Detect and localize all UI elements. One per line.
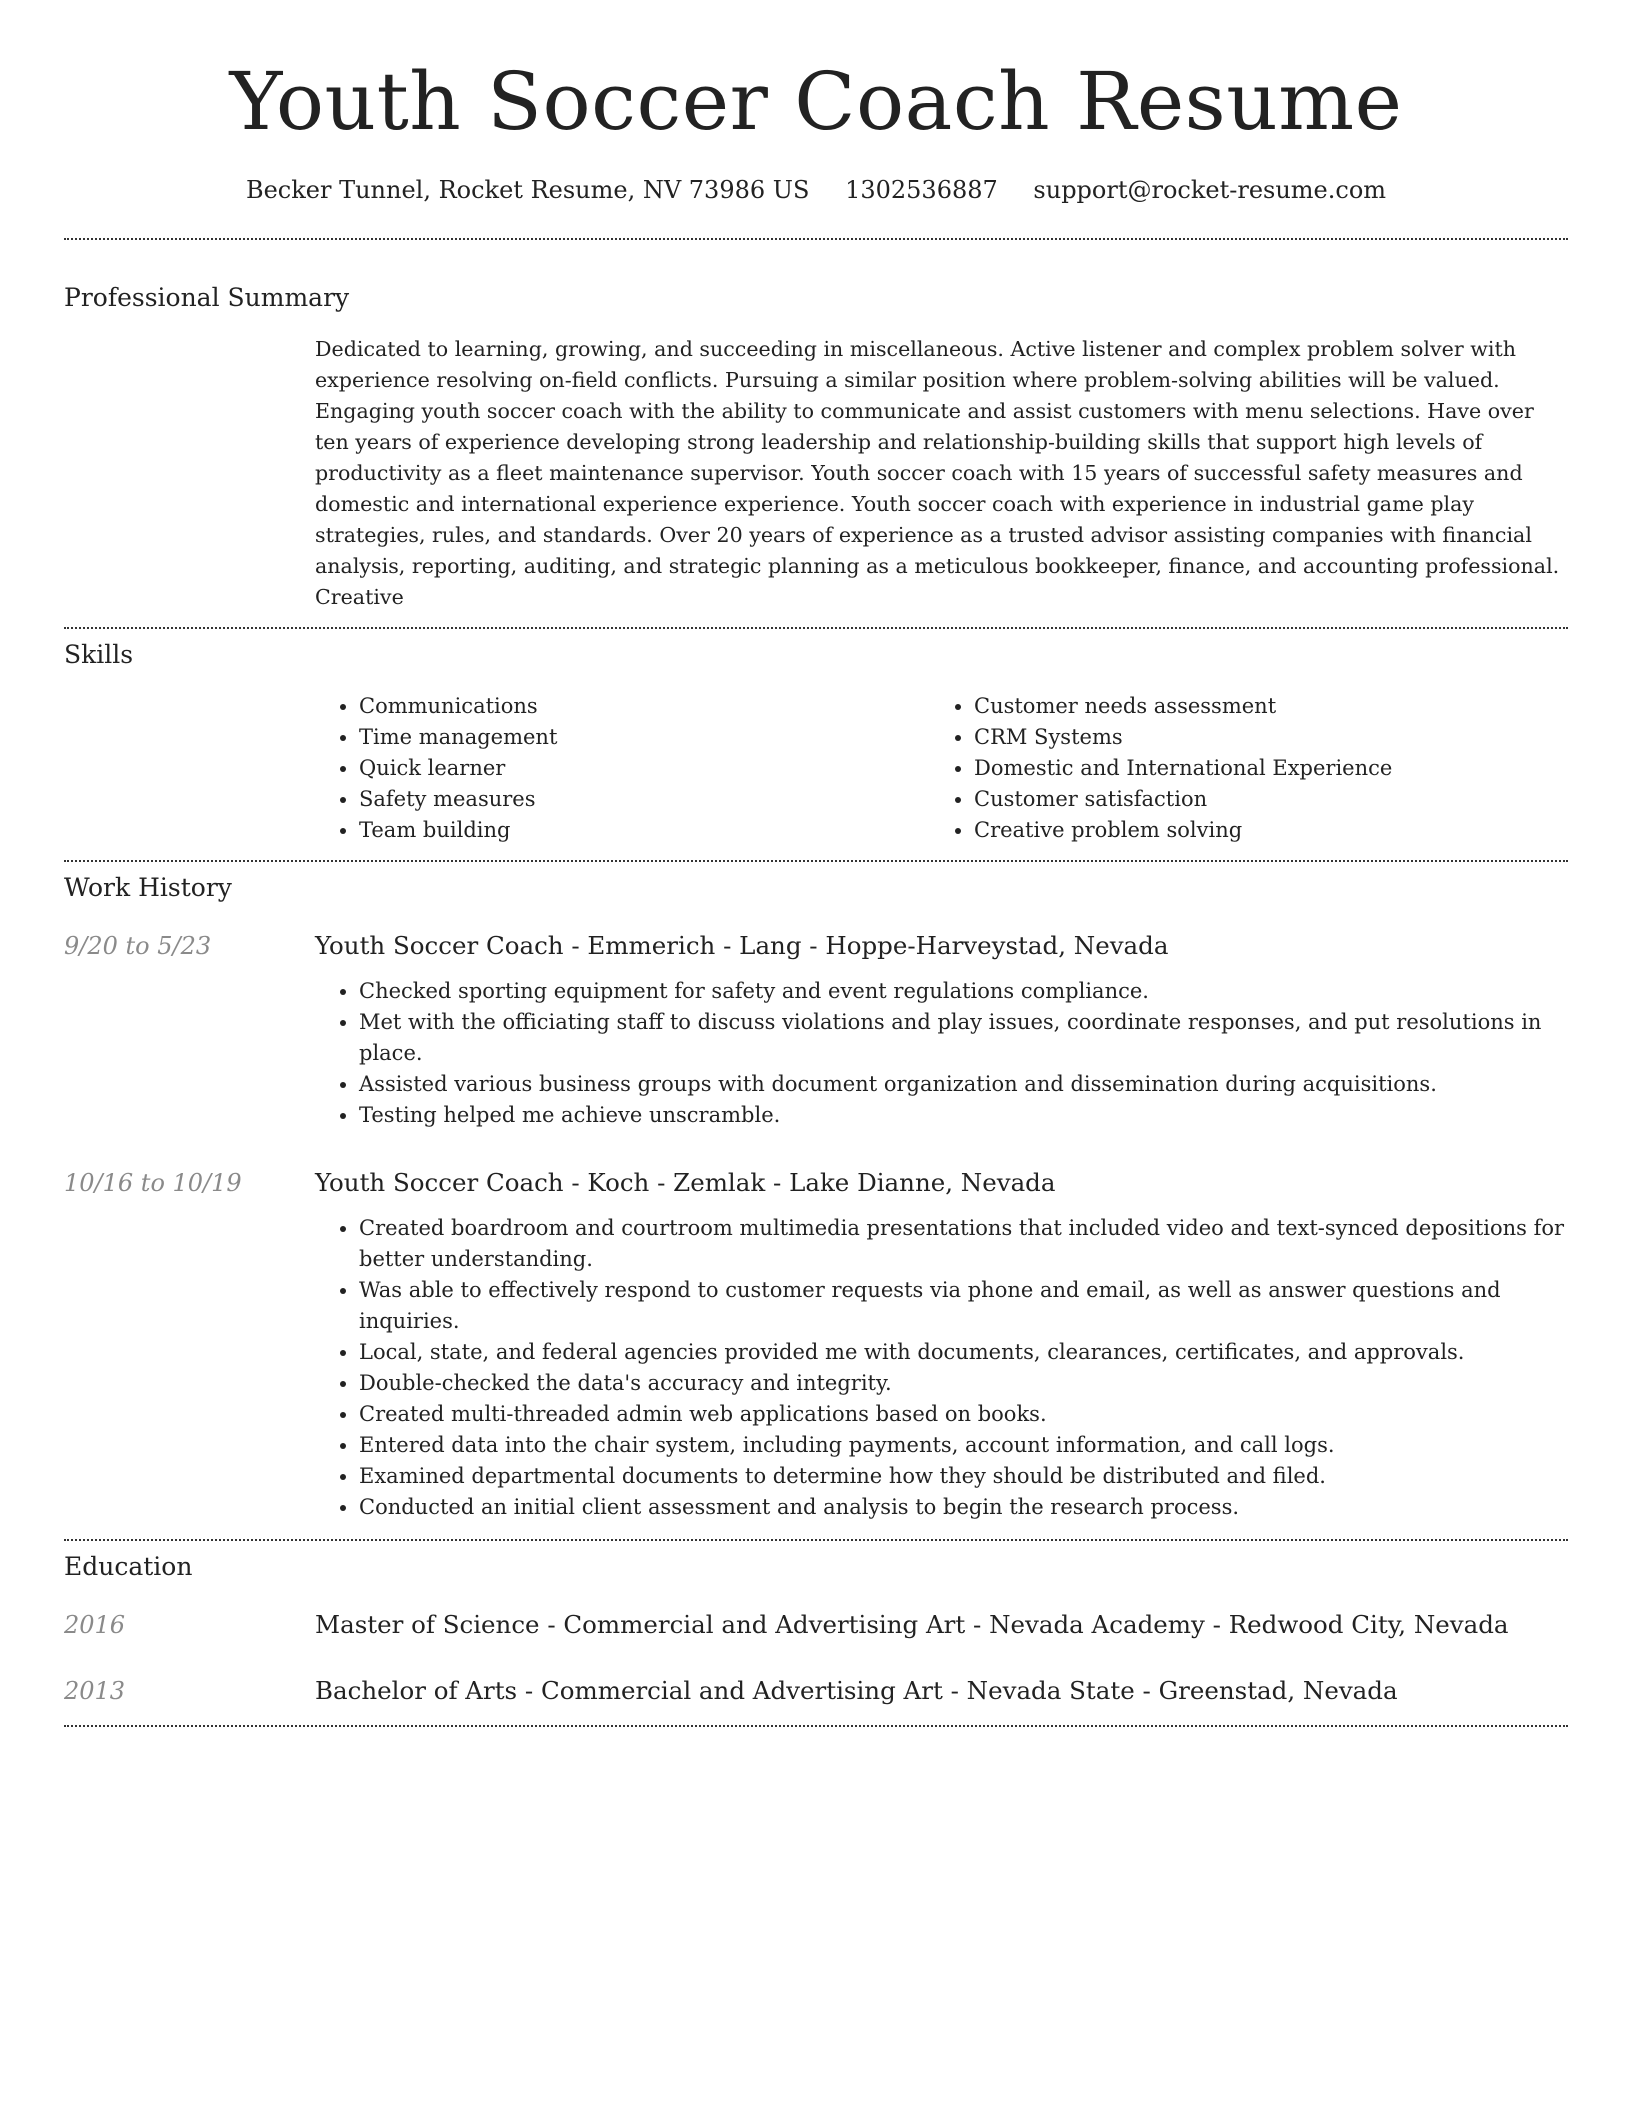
work-dates: 10/16 to 10/19 [64,1169,242,1197]
work-bullet: • Was able to effectively respond to customer requests via phone and email, as well as answer questions and inquiries. [359,1275,1568,1337]
work-bullet: • Examined departmental documents to determine how they should be distributed and filed. [359,1461,1568,1492]
education-entry [64,1607,1568,1643]
work-bullet: • Double-checked the data's accuracy and integrity. [359,1368,1568,1399]
contact-address: Becker Tunnel, Rocket Resume, NV 73986 US [245,176,810,204]
section-divider [64,1725,1568,1727]
skill-item: • Communications [359,691,930,722]
skills-column-right [930,691,1545,846]
section-title-work-history: Work History [64,873,232,902]
work-bullet: • Assisted various business groups with document organization and dissemination during acquisitions. [359,1069,1568,1100]
work-bullet: • Created multi-threaded admin web applications based on books. [359,1399,1568,1430]
education-entry-body [315,1607,1568,1643]
section-divider [64,627,1568,629]
contact-line [64,172,1568,208]
work-bullet: • Checked sporting equipment for safety and event regulations compliance. [359,976,1568,1007]
work-heading: Youth Soccer Coach - Koch - Zemlak - Lake Dianne, Nevada [315,1168,1056,1197]
work-dates: 9/20 to 5/23 [64,932,212,960]
section-title-skills: Skills [64,640,134,669]
education-year: 2013 [64,1677,126,1705]
work-entry-body [315,928,1568,1131]
skills-list [315,691,1568,860]
skill-item: • Creative problem solving [974,815,1545,846]
section-divider [64,238,1568,240]
education-year: 2016 [64,1611,126,1639]
skill-item: • Quick learner [359,753,930,784]
work-bullet: • Conducted an initial client assessment and analysis to begin the research process. [359,1492,1568,1523]
work-heading: Youth Soccer Coach - Emmerich - Lang - Hoppe-Harveystad, Nevada [315,931,1169,960]
education-heading: Master of Science - Commercial and Advertising Art - Nevada Academy - Redwood City, Nevada [315,1610,1509,1639]
section-divider [64,860,1568,862]
work-bullet: • Created boardroom and courtroom multimedia presentations that included video and text-synced depositions for better understanding. [359,1213,1568,1275]
skill-item: • Time management [359,722,930,753]
work-bullet: • Met with the officiating staff to discuss violations and play issues, coordinate responses, and put resolutions in place. [359,1007,1568,1069]
education-entry-body [315,1673,1568,1709]
contact-email: support@rocket-resume.com [1033,176,1387,204]
skill-item: • Team building [359,815,930,846]
skills-column-left [315,691,930,846]
contact-phone: 1302536887 [845,176,998,204]
skill-item: • CRM Systems [974,722,1545,753]
section-divider [64,1539,1568,1541]
work-bullet: • Entered data into the chair system, including payments, account information, and call logs. [359,1430,1568,1461]
skill-item: • Customer needs assessment [974,691,1545,722]
work-entry [64,928,1568,1131]
work-bullet: • Local, state, and federal agencies provided me with documents, clearances, certificates, and approvals. [359,1337,1568,1368]
work-bullet: • Testing helped me achieve unscramble. [359,1100,1568,1131]
summary-text: Dedicated to learning, growing, and succeeding in miscellaneous. Active listener and complex problem solver with experience resolving on-field conflicts. Pursuing a similar position where problem-solving abilities will be valued. Engaging youth soccer coach with the ability to communicate and assist customers with menu selections. Have over ten years of experience developing strong leadership and relationship-building skills that support high levels of productivity as a fleet maintenance supervisor. Youth soccer coach with 15 years of successful safety measures and domestic and international experience experience. Youth soccer coach with experience in industrial game play strategies, rules, and standards. Over 20 years of experience as a trusted advisor assisting companies with financial analysis, reporting, auditing, and strategic planning as a meticulous bookkeeper, finance, and accounting professional. Creative [315,337,1560,609]
skill-item: • Domestic and International Experience [974,753,1545,784]
skill-item: • Safety measures [359,784,930,815]
work-bullets [315,1213,1568,1523]
skill-item: • Customer satisfaction [974,784,1545,815]
section-title-summary: Professional Summary [64,283,350,312]
page-title: Youth Soccer Coach Resume [229,55,1403,148]
education-heading: Bachelor of Arts - Commercial and Advertising Art - Nevada State - Greenstad, Nevada [315,1676,1398,1705]
section-title-education: Education [64,1552,193,1581]
education-entry [64,1673,1568,1709]
work-entry-body [315,1165,1568,1523]
work-bullets [315,976,1568,1131]
work-entry [64,1165,1568,1523]
